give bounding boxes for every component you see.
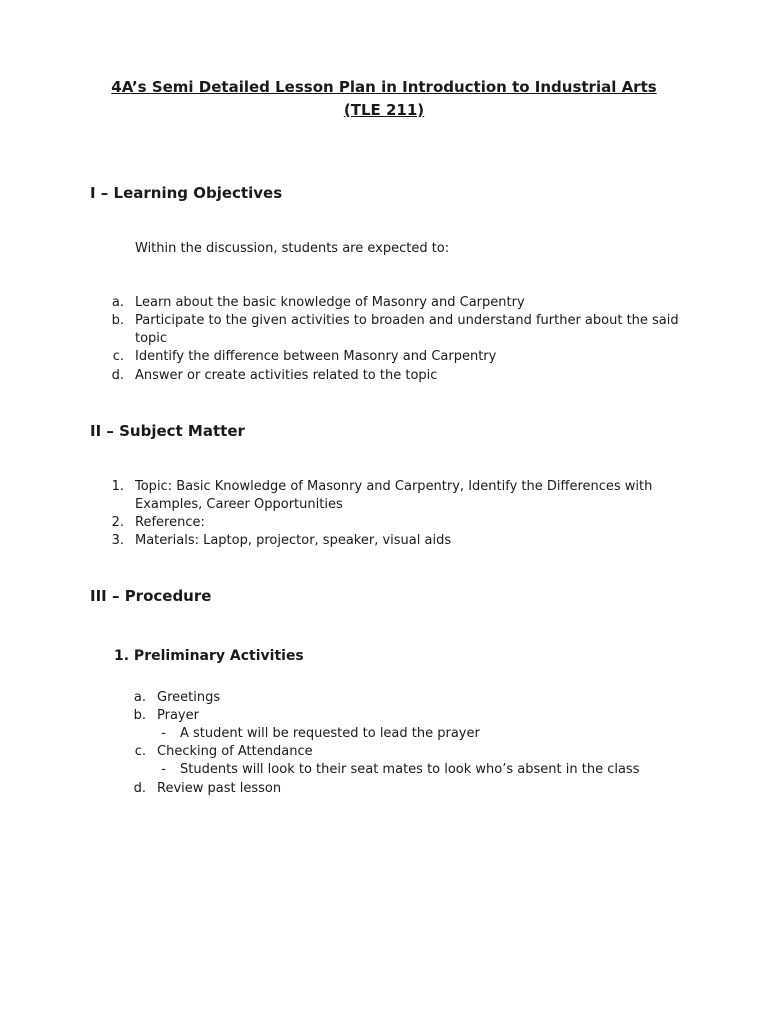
procedure-subitem: A student will be requested to lead the prayer — [180, 726, 480, 741]
procedure-item: Greetings — [157, 690, 221, 705]
document-title: 4A’s Semi Detailed Lesson Plan in Introduction to Industrial Arts — [111, 78, 657, 96]
list-marker: 2. — [111, 515, 124, 530]
list-marker: 1. — [111, 479, 124, 494]
section-heading-subject-matter: II – Subject Matter — [90, 422, 245, 440]
objective-item: Answer or create activities related to the topic — [135, 368, 438, 383]
objective-item-continuation: topic — [135, 331, 168, 346]
subject-item: Materials: Laptop, projector, speaker, visual aids — [135, 533, 452, 548]
section-heading-objectives: I – Learning Objectives — [90, 184, 283, 202]
procedure-item: Checking of Attendance — [157, 744, 313, 759]
list-marker: 3. — [111, 533, 124, 548]
list-marker-dash: - — [161, 762, 166, 777]
subject-item: Topic: Basic Knowledge of Masonry and Carpentry, Identify the Differences with — [135, 479, 653, 494]
procedure-subitem: Students will look to their seat mates to look who’s absent in the class — [180, 762, 640, 777]
subsection-heading-preliminary: 1. Preliminary Activities — [114, 648, 304, 664]
objective-item: Identify the difference between Masonry and Carpentry — [135, 349, 497, 364]
list-marker: b. — [111, 313, 124, 328]
subject-item: Reference: — [135, 515, 205, 530]
list-marker: d. — [111, 368, 124, 383]
section-heading-procedure: III – Procedure — [90, 587, 212, 605]
list-marker: c. — [112, 349, 124, 364]
procedure-item: Prayer — [157, 708, 199, 723]
objective-item: Participate to the given activities to broaden and understand further about the said — [135, 313, 679, 328]
subject-item-continuation: Examples, Career Opportunities — [135, 497, 343, 512]
list-marker: a. — [111, 295, 124, 310]
document-course-code: (TLE 211) — [343, 101, 425, 119]
list-marker: b. — [133, 708, 146, 723]
list-marker: a. — [133, 690, 146, 705]
procedure-item: Review past lesson — [157, 781, 282, 796]
objective-item: Learn about the basic knowledge of Masonry and Carpentry — [135, 295, 525, 310]
list-marker: c. — [134, 744, 146, 759]
list-marker: d. — [133, 781, 146, 796]
objectives-intro: Within the discussion, students are expected to: — [135, 241, 450, 256]
list-marker-dash: - — [161, 726, 166, 741]
